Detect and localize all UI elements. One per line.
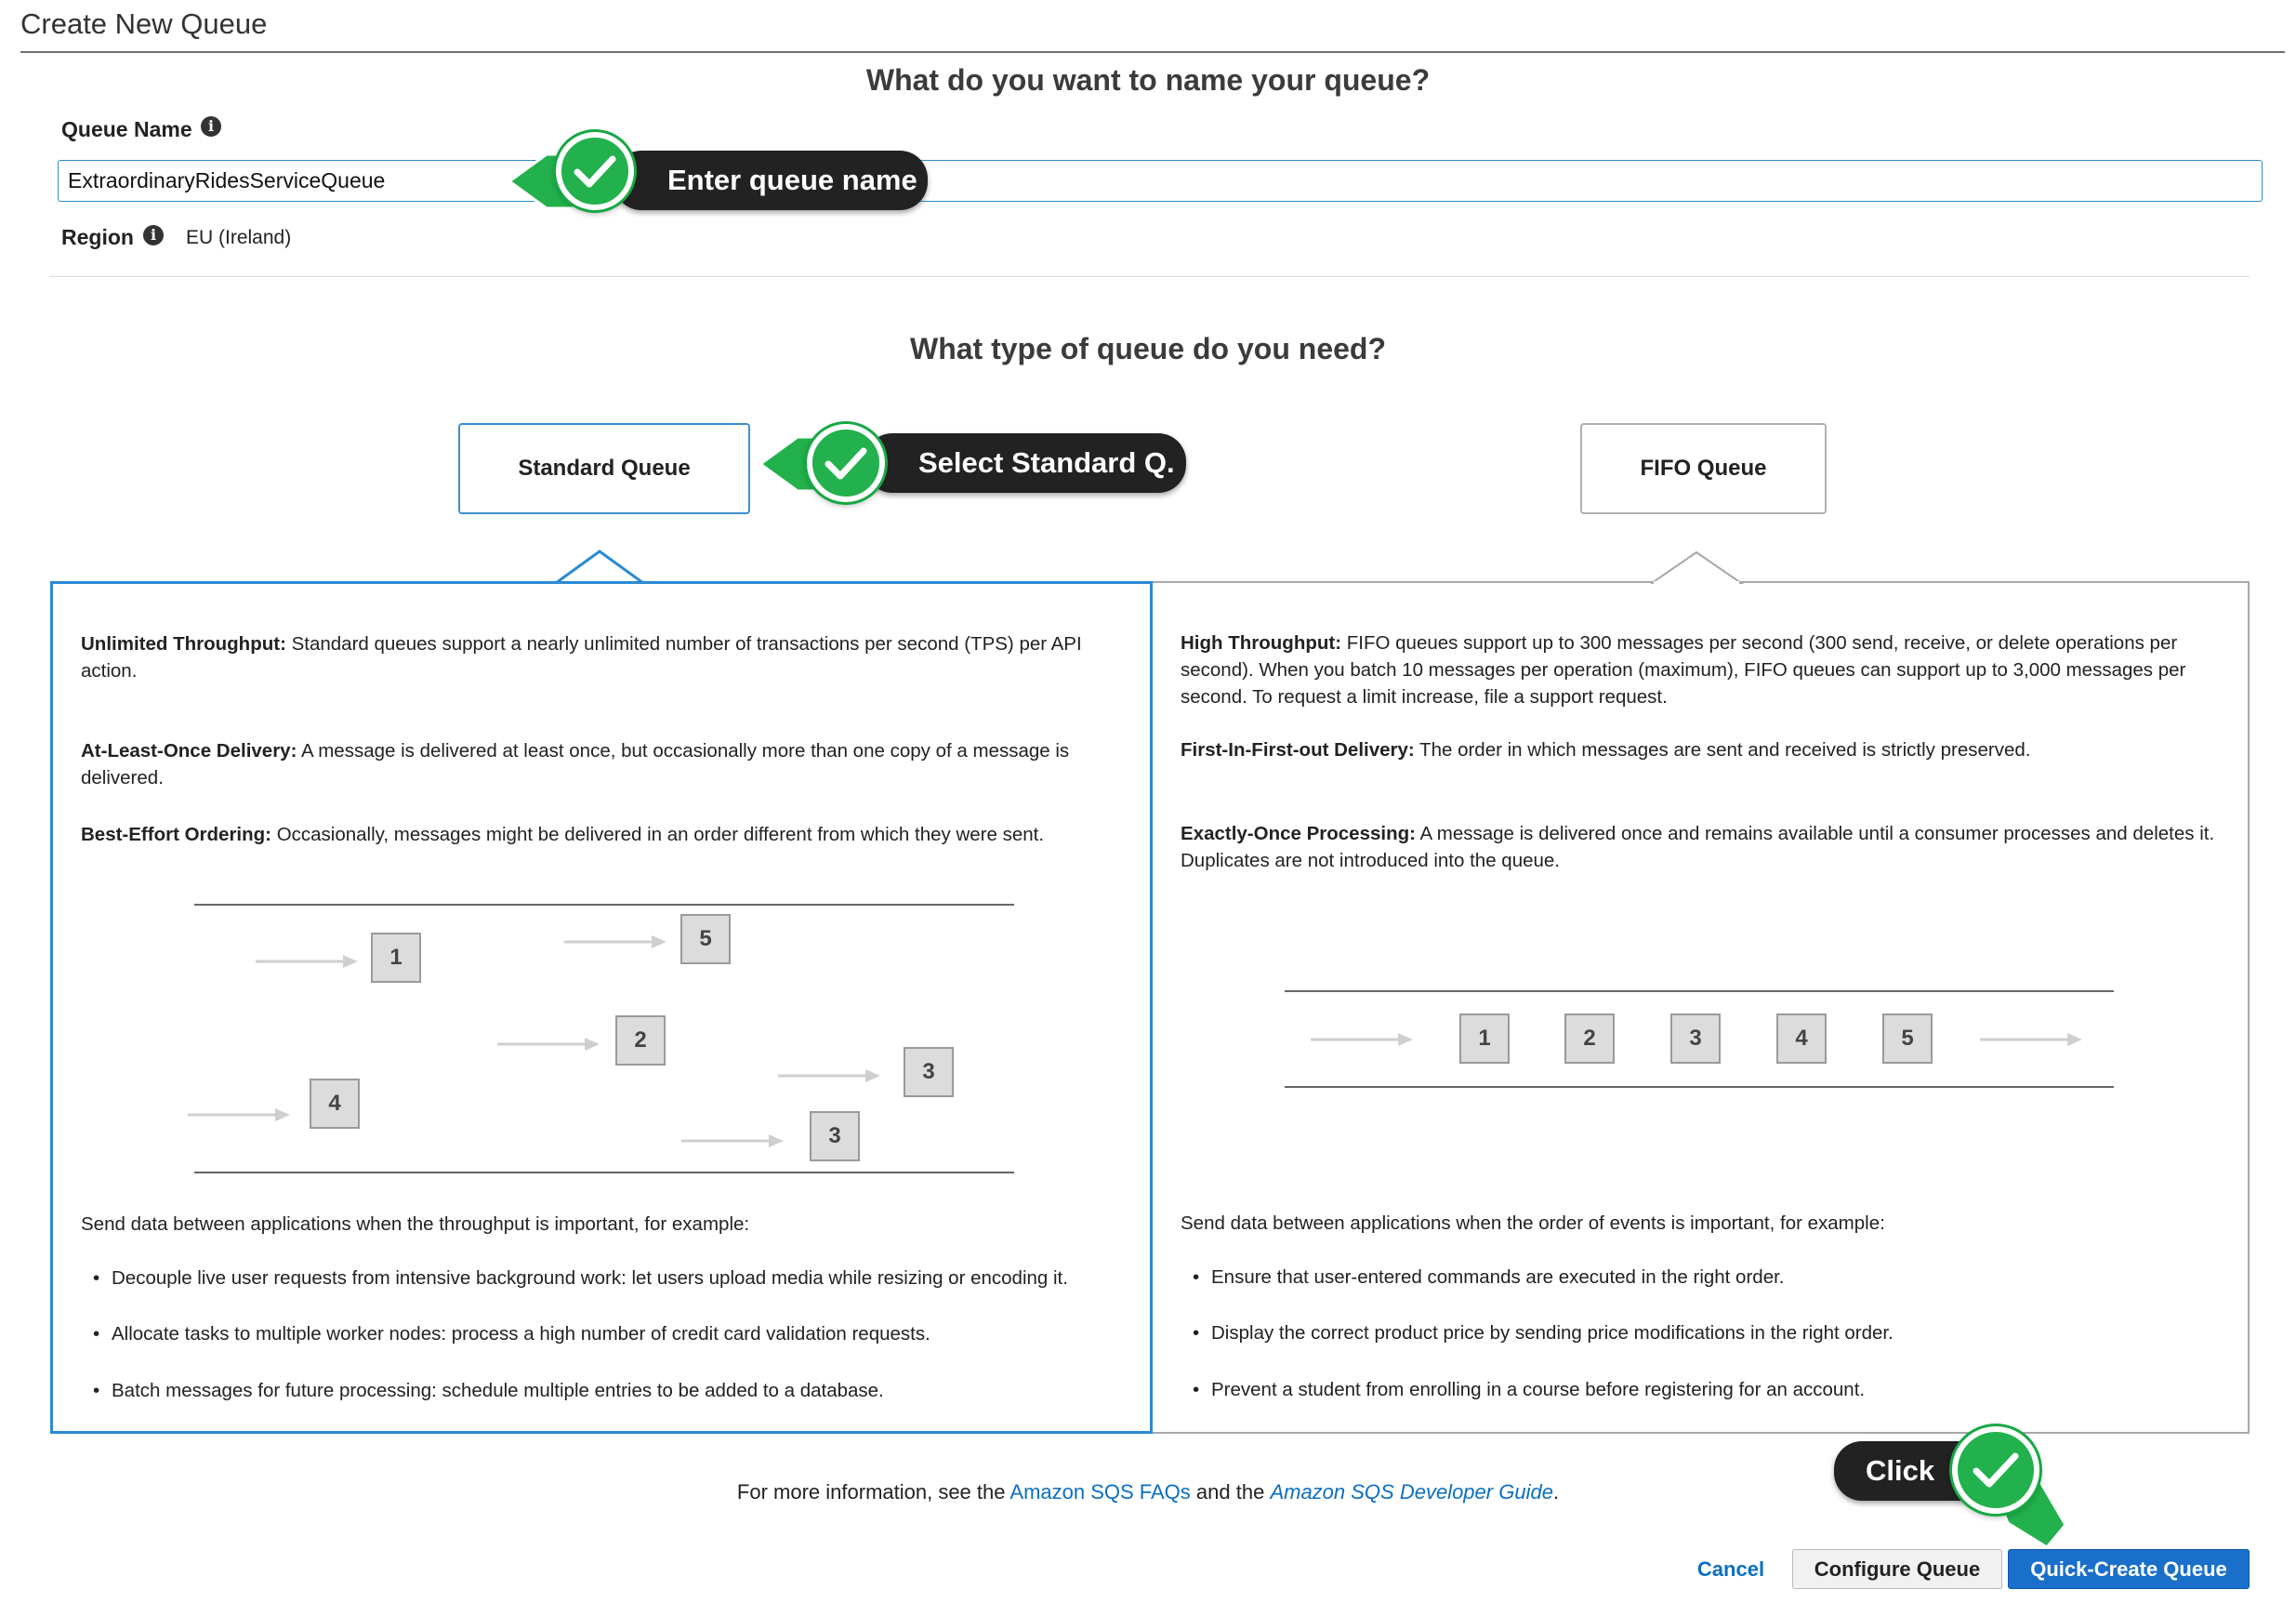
fifo-queue-panel — [1153, 581, 2250, 1434]
info-icon[interactable]: i — [201, 116, 221, 137]
feature-exactly-once: Exactly-Once Processing: A message is delivered once and remains available until a consumer processes and deletes it. Duplicates are not introduced into the queue. — [1181, 823, 2215, 871]
region-value: EU (Ireland) — [186, 227, 292, 248]
select-standard-callout — [864, 433, 1186, 493]
sqs-developer-guide-link[interactable]: Amazon SQS Developer Guide — [1270, 1480, 1553, 1504]
type-section-heading: What type of queue do you need? — [910, 332, 1386, 365]
fifo-queue-label: FIFO Queue — [1640, 456, 1767, 481]
info-icon[interactable]: i — [143, 225, 164, 245]
diagram-top-line — [194, 904, 1014, 906]
queue-message-box: 3 — [904, 1047, 954, 1097]
name-section-heading: What do you want to name your queue? — [865, 63, 1431, 97]
queue-message-box: 2 — [1564, 1013, 1615, 1064]
queue-message-box: 3 — [1670, 1013, 1721, 1064]
queue-message-box: 5 — [1882, 1013, 1933, 1064]
selected-pointer — [556, 550, 649, 585]
check-icon — [807, 424, 885, 502]
arrow-icon — [564, 934, 668, 949]
check-icon — [1952, 1426, 2039, 1514]
feature-first-in-first-out: First-In-First-out Delivery: The order in which messages are sent and received is strictly preserved. — [1181, 739, 2031, 761]
click-callout-label: Click — [1866, 1454, 1935, 1487]
list-item: • Batch messages for future processing: schedule multiple entries to be added to a database. — [112, 1380, 884, 1402]
standard-queue-option[interactable] — [458, 423, 750, 514]
feature-unlimited-throughput: Unlimited Throughput: Standard queues support a nearly unlimited number of transactions per second (TPS) per API action. — [81, 633, 1082, 682]
arrow-icon — [497, 1037, 601, 1052]
feature-at-least-once: At-Least-Once Delivery: A message is delivered at least once, but occasionally more than one copy of a message is delivered. — [81, 740, 1070, 788]
queue-message-box: 4 — [310, 1079, 360, 1129]
arrow-icon — [256, 954, 360, 969]
list-item: • Allocate tasks to multiple worker nodes: process a high number of credit card validation requests. — [112, 1323, 930, 1345]
unselected-pointer — [1651, 550, 1744, 584]
queue-message-box: 5 — [680, 914, 731, 964]
fifo-queue-option[interactable] — [1580, 423, 1827, 514]
enter-name-callout-label: Enter queue name — [667, 164, 917, 196]
queue-message-box: 1 — [1459, 1013, 1510, 1064]
select-standard-callout-label: Select Standard Q. — [918, 446, 1175, 479]
sqs-faqs-link[interactable]: Amazon SQS FAQs — [1009, 1480, 1191, 1504]
more-info-text: For more information, see the Amazon SQS FAQs and the Amazon SQS Developer Guide. — [736, 1480, 1560, 1504]
arrow-icon — [681, 1133, 785, 1148]
diagram-bottom-line — [1285, 1086, 2114, 1088]
section-divider — [49, 276, 2250, 277]
arrow-icon — [1311, 1032, 1415, 1047]
fifo-use-intro: Send data between applications when the order of events is important, for example: — [1181, 1212, 1885, 1234]
queue-message-box: 1 — [371, 933, 421, 983]
feature-high-throughput: High Throughput: FIFO queues support up to 300 messages per second (300 send, receive, or delete operations per second). When you batch 10 messages per operation (maximum), FIFO queues can support up to 3,000 messages per second. To request a limit increase, file a support request. — [1181, 632, 2186, 708]
page-title: Create New Queue — [20, 7, 268, 40]
diagram-bottom-line — [194, 1172, 1014, 1173]
title-divider — [20, 51, 2285, 53]
configure-queue-button[interactable]: Configure Queue — [1792, 1549, 2002, 1589]
quick-create-queue-button[interactable]: Quick-Create Queue — [2008, 1549, 2250, 1589]
queue-message-box: 4 — [1776, 1013, 1827, 1064]
list-item: • Decouple live user requests from intensive background work: let users upload media while resizing or encoding it. — [112, 1267, 1068, 1290]
queue-name-label: Queue Name — [61, 117, 192, 141]
check-icon — [556, 132, 634, 210]
queue-name-input[interactable] — [58, 160, 2263, 202]
list-item: • Display the correct product price by sending price modifications in the right order. — [1211, 1322, 1894, 1345]
arrow-icon — [778, 1068, 882, 1083]
standard-queue-label: Standard Queue — [518, 456, 691, 481]
diagram-top-line — [1285, 990, 2114, 992]
arrow-icon — [1980, 1032, 2084, 1047]
arrow-icon — [188, 1107, 292, 1122]
standard-use-intro: Send data between applications when the throughput is important, for example: — [81, 1213, 750, 1235]
queue-message-box: 2 — [615, 1015, 666, 1066]
cancel-button[interactable]: Cancel — [1696, 1557, 1765, 1581]
queue-message-box: 3 — [810, 1111, 860, 1161]
list-item: • Prevent a student from enrolling in a course before registering for an account. — [1211, 1379, 1865, 1401]
feature-best-effort: Best-Effort Ordering: Occasionally, messages might be delivered in an order different from which they were sent. — [81, 824, 1045, 845]
list-item: • Ensure that user-entered commands are executed in the right order. — [1211, 1266, 1784, 1289]
enter-name-callout — [614, 151, 928, 210]
region-label: Region — [61, 225, 134, 249]
standard-queue-panel — [50, 581, 1153, 1434]
